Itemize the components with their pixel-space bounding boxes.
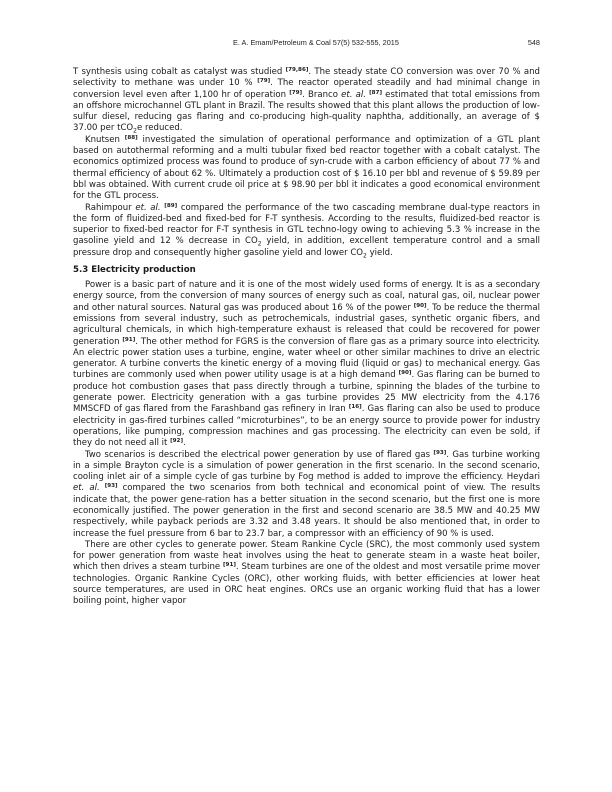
citation: [16] [348,404,362,411]
citation: [90] [398,370,412,377]
paragraph-rahimpour [73,203,540,259]
text-run: yield. [366,247,393,258]
paragraph-gtl-cobalt [73,67,540,135]
text-run: e reduced. [136,123,183,134]
paragraph-two-scenarios [73,450,540,540]
text-run: . The other method for FGRS is the conversion of flare gas as a primary source into electricity. An electric power station uses a turbine, engine, water wheel or other similar machines to drive an electric generator. A turbine converts the kinetic energy of a moving fluid (liquid or gas) to mechanical energy. Gas turbines are commonly used when power utility usage is at a high demand [73,336,541,381]
body-text [73,67,540,608]
text-run: T synthesis using cobalt as catalyst was studied [73,67,286,77]
text-run: . The reactor operated steadily and had minimal change in conversion level even after 1,100 hr of operation [73,78,541,100]
text-run: . Steam turbines are one of the oldest and most versatile prime mover technologies. Organic Rankine Cycles (ORC), other working fluids, with better efficiencies at lower heat source temperatures, are used in ORC heat engines. ORCs use an organic working fluid that has a lower boiling point, higher vapor [73,562,540,607]
text-run: compared the performance of the two cascading membrane dual-type reactors in the form of fluidized-bed and fixed-bed for F-T synthesis. According to the results, fluidized-bed reactor is superior to fixed-bed reactor for F-T synthesis in GTL techno-logy owing to achieving 5.3 % increase in the gasoline yield and 12 % decrease in CO [73,202,540,247]
citation: [90] [413,302,427,309]
text-run: Knutsen [85,134,125,145]
text-run: . Gas flaring can also be used to produce electricity in gas-fired turbines called “microturbines”, to be an energy source to provide power for industry operations, like pumping, compression machines and gas processing. The electricity can even be sold, if they do not need all it [73,404,540,449]
paragraph-knutsen [73,135,540,203]
italic-etal: et. al. [73,483,100,494]
text-run: compared the two scenarios from both technical and economical point of view. The results indicate that, the power gene-ration has a better situation in the second scenario, but the first one is more economically justified. The power generation in the first and second scenario are 38.5 MW and 40.25 MW respectively, while payback periods are 3.32 and 3.48 years. It should be also mentioned that, in order to increase the fuel pressure from 6 bar to 23.7 bar, a compressor with an efficiency of 90 % is used. [73,483,541,539]
citation: [89] [164,202,178,209]
text-run: . Gas flaring can be burned to produce hot combustion gases that pass directly through a turbine, spinning the blades of the turbine to generate power. Electricity generation with a gas turbine provides 25 MW electricity from the 4.176 MMSCFD of gas flared from the Farashband gas refinery in Iran [73,370,541,415]
page-number: 548 [527,38,540,47]
citation: [93] [433,449,447,456]
text-run: . Branco [302,89,342,100]
citation: [88] [124,134,138,141]
italic-etal: et. al. [341,89,366,100]
text-run: . To be reduce the thermal emissions from several industry, such as petrochemicals, industrial gases, synthetic organic fibers, and agricultural chemicals, in which high-temperature exhaust is released that could be recovered for power generation [73,302,540,347]
text-run: Rahimpour [85,202,136,213]
subscript: 2 [363,252,367,260]
paragraph-other-cycles [73,540,540,608]
citation: [93] [104,483,118,490]
text-run: yield, in addition, excellent temperature control and a small pressure drop and consequently higher gasoline yield and lower CO [73,236,540,258]
citation: [79] [289,89,303,96]
text-run: Power is a basic part of nature and it is one of the most widely used forms of energy. It is as a secondary energy source, from the conversion of many sources of energy such as coal, natural gas, oil, nuclear power and other natural sources. Natural gas was produced about 16 % of the power [73,280,540,313]
citation: [87] [369,89,383,96]
text-run: investigated the simulation of operational performance and optimization of a GTL plant based on autothermal reforming and a multi tubular fixed bed reactor together with a cobalt catalyst. The economics optimized process was found to produce of syn-crude with a carbon efficiency of about 77 % and thermal efficiency of about 62 %. Ultimately a production cost of $ 16.10 per bbl and revenue of $ 59.89 per bbl was obtained. With current crude oil price at $ 98.90 per bbl it indicates a good economical environment for the GTL process. [73,134,540,202]
running-title: E. A. Emam/Petroleum & Coal 57(5) 532-555, 2015 [233,38,399,47]
text-run: . [183,438,186,449]
section-heading: 5.3 Electricity production [73,265,196,276]
citation: [79] [257,78,271,85]
subscript: 2 [257,241,262,249]
citation: [92] [170,438,184,445]
italic-etal: et. al. [135,202,161,213]
citation: [91] [223,562,236,569]
text-run: . The steady state CO conversion was over 70 % and selectivity to methane was under 10 % [73,67,540,89]
text-run: Two scenarios is described the electrical power generation by use of flared gas [85,449,434,460]
paragraph-power [73,280,540,449]
subscript: 2 [133,128,137,136]
text-run: estimated that total emissions from an offshore microchannel GTL plant in Brazil. The results showed that this plant allows the production of low-sulfur diesel, reducing gas flaring and co-producing high-quality naphtha, additionally, an average of $ 37.00 per tCO [73,89,541,134]
text-run: . Gas turbine working in a simple Brayton cycle is a simulation of power generation in the first scenario. In the second scenario, cooling inlet air of a simple cycle of gas turbine by Fog method is added to improve the efficiency. Heydari [73,449,540,483]
citation: [91] [122,336,136,343]
citation: [79,86] [285,67,309,73]
text-run: There are other cycles to generate power. Steam Rankine Cycle (SRC), the most commonly used system for power generation from waste heat involves using the heat to generate steam in a waste heat boiler, which then drives a steam turbine [73,539,540,573]
